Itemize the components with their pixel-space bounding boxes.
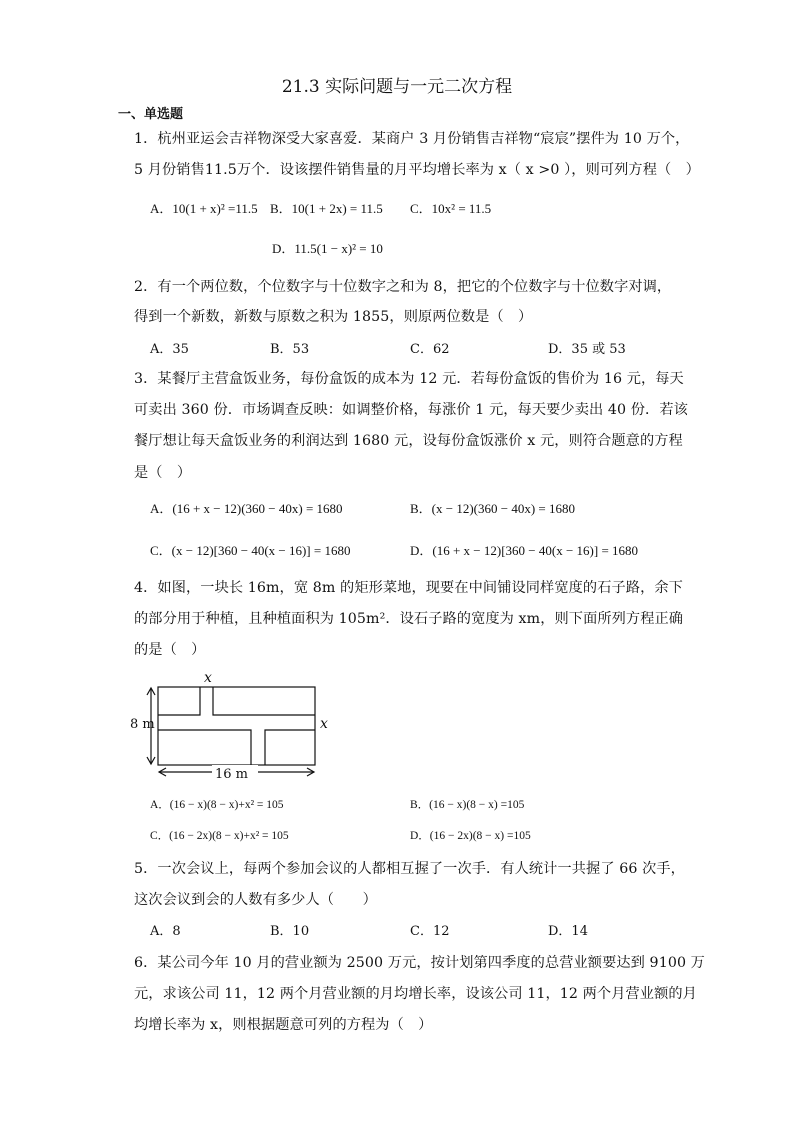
top-width-label: x — [204, 670, 212, 686]
right-width-label: x — [320, 716, 328, 732]
q6-line-2: 元，求该公司 11，12 两个月营业额的月均增长率，设该公司 11，12 两个月营业额的月 — [134, 986, 697, 1002]
q4-option-b: B．(16 − x)(8 − x) =105 — [410, 799, 525, 811]
plot-outline — [158, 687, 315, 765]
q6-line-3: 均增长率为 x，则根据题意可列的方程为（ ） — [134, 1017, 433, 1033]
width-label: 16 m — [215, 767, 249, 780]
q2-option-a: A．35 — [150, 342, 189, 357]
q3-option-c: C．(x − 12)[360 − 40(x − 16)] = 1680 — [150, 543, 351, 558]
road-edge-lower-right — [265, 730, 315, 765]
q3-option-d: D．(16 + x − 12)[360 − 40(x − 16)] = 1680 — [410, 543, 639, 558]
q2-option-c: C．62 — [410, 342, 450, 357]
section-heading: 一、单选题 — [118, 107, 184, 122]
garden-plot-diagram — [128, 668, 338, 780]
q4-option-c: C．(16 − 2x)(8 − x)+x² = 105 — [150, 830, 289, 842]
q2-line-2: 得到一个新数，新数与原数之积为 1855，则原两位数是（ ） — [134, 309, 533, 325]
q5-line-1: 5．一次会议上，每两个参加会议的人都相互握了一次手．有人统计一共握了 66 次手， — [134, 861, 685, 877]
q1-line-1: 1．杭州亚运会吉祥物深受大家喜爱．某商户 3 月份销售吉祥物“宸宸”摆件为 10 万个， — [134, 131, 690, 147]
q4-option-a: A．(16 − x)(8 − x)+x² = 105 — [150, 799, 284, 811]
q3-line-1: 3．某餐厅主营盒饭业务，每份盒饭的成本为 12 元．若每份盒饭的售价为 16 元，每天 — [134, 371, 684, 387]
q4-line-3: 的是（ ） — [134, 642, 206, 658]
q4-line-1: 4．如图，一块长 16m，宽 8m 的矩形菜地，现要在中间铺设同样宽度的石子路，余下 — [134, 580, 683, 596]
q3-line-3: 餐厅想让每天盒饭业务的利润达到 1680 元，设每份盒饭涨价 x 元，则符合题意的方程 — [134, 433, 683, 449]
q3-option-b: B．(x − 12)(360 − 40x) = 1680 — [410, 501, 575, 516]
q3-line-2: 可卖出 360 份．市场调查反映：如调整价格，每涨价 1 元，每天要少卖出 40 份．若该 — [134, 402, 688, 418]
page-title: 21.3 实际问题与一元二次方程 — [281, 77, 513, 97]
q1-line-2: 5 月份销售11.5万个．设该摆件销售量的月平均增长率为 x（ x >0 ），则可列方程（ ） — [134, 162, 700, 178]
q4-option-d: D．(16 − 2x)(8 − x) =105 — [410, 830, 531, 842]
road-edge-upper-left — [158, 687, 200, 715]
q5-option-c: C．12 — [410, 924, 450, 939]
q1-option-b: B．10(1 + 2x) = 11.5 — [270, 201, 383, 216]
height-label: 8 m — [130, 717, 155, 732]
q5-option-b: B．10 — [270, 924, 310, 939]
q3-option-a: A．(16 + x − 12)(360 − 40x) = 1680 — [150, 501, 343, 516]
q5-option-a: A．8 — [150, 924, 181, 939]
q3-line-4: 是（ ） — [134, 465, 192, 481]
q1-option-c: C．10x² = 11.5 — [410, 201, 492, 216]
q4-line-2: 的部分用于种植，且种植面积为 105m²．设石子路的宽度为 xm，则下面所列方程正确 — [134, 611, 684, 627]
q2-option-b: B．53 — [270, 342, 310, 357]
q1-option-a: A．10(1 + x)² =11.5 — [150, 201, 258, 216]
q2-line-1: 2．有一个两位数，个位数字与十位数字之和为 8，把它的个位数字与十位数字对调， — [134, 279, 672, 295]
q1-option-d: D．11.5(1 − x)² = 10 — [272, 241, 383, 256]
q5-line-2: 这次会议到会的人数有多少人（ ） — [134, 892, 377, 908]
q5-option-d: D．14 — [548, 924, 588, 939]
road-edge-lower-left — [158, 730, 251, 765]
road-edge-upper-right — [213, 687, 315, 715]
q6-line-1: 6．某公司今年 10 月的营业额为 2500 万元，按计划第四季度的总营业额要达到 9100 万 — [134, 955, 705, 971]
q2-option-d: D．35 或 53 — [548, 342, 626, 357]
